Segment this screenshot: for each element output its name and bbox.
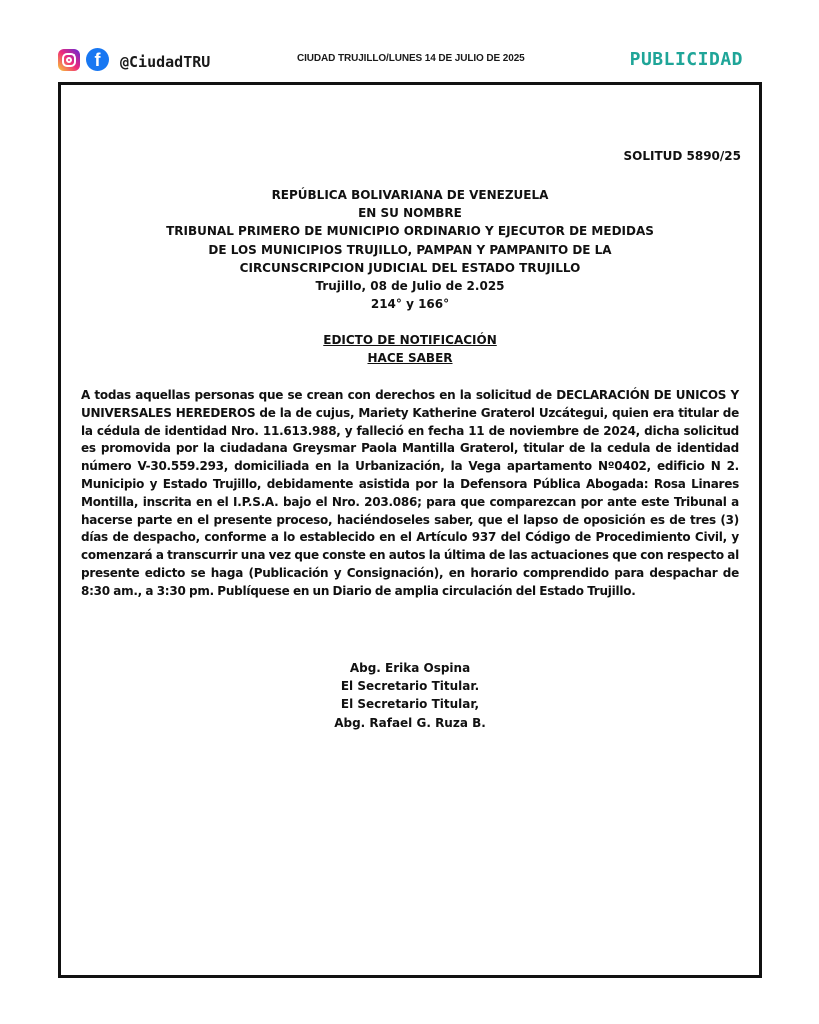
- heading-line: REPÚBLICA BOLIVARIANA DE VENEZUELA: [271, 188, 549, 202]
- heading-line: CIRCUNSCRIPCION JUDICIAL DEL ESTADO TRUJILLO: [239, 260, 581, 275]
- edition-date: CIUDAD TRUJILLO/LUNES 14 DE JULIO DE 2025: [297, 53, 525, 64]
- heading-line: DE LOS MUNICIPIOS TRUJILLO, PAMPAN Y PAMPANITO DE LA: [208, 242, 612, 257]
- heading-line: TRIBUNAL PRIMERO DE MUNICIPIO ORDINARIO Y EJECUTOR DE MEDIDAS: [166, 224, 654, 239]
- edict-subtitle: HACE SABER: [367, 351, 453, 365]
- signature-block: [61, 659, 759, 732]
- signature-line: Abg. Rafael G. Ruza B.: [334, 715, 486, 730]
- edict-title: EDICTO DE NOTIFICACIÓN: [323, 333, 497, 347]
- notice-body: A todas aquellas personas que se crean con derechos en la solicitud de DECLARACIÓN DE UNICOS Y UNIVERSALES HEREDEROS de la de cujus, Mariety Katherine Graterol Uzcátegui, quien era titular de la cédula de identidad Nro. 11.613.988, y falleció en fecha 11 de noviembre de 2024, dicha solicitud es promovida por la ciudadana Greysmar Paola Mantilla Graterol, titular de la cedula de identidad número V-30.559.293, domiciliada en la Urbanización, la Vega apartamento Nº0402, edificio N 2. Municipio y Estado Trujillo, debidamente asistida por la Defensora Pública Abogada: Rosa Linares Montilla, inscrita en el I.P.S.A. bajo el Nro. 203.086; para que comparezcan por ante este Tribunal a hacerse parte en el presente proceso, haciéndoseles saber, que el lapso de oposición es de tres (3) días de despacho, conforme a lo establecido en el Artículo 937 del Código de Procedimiento Civil, y comenzará a transcurrir una vez que conste en autos la última de las actuaciones que con respecto al presente edicto se haga (Publicación y Consignación), en horario comprendido para despachar de 8:30 am., a 3:30 pm. Publíquese en un Diario de amplia circulación del Estado Trujillo.: [81, 388, 739, 598]
- legal-notice: [58, 82, 762, 978]
- social-handle[interactable]: @CiudadTRU: [120, 52, 211, 71]
- facebook-icon[interactable]: f: [86, 48, 109, 71]
- signature-line: Abg. Erika Ospina: [349, 661, 471, 675]
- social-links: [58, 48, 210, 71]
- section-label: PUBLICIDAD: [629, 49, 743, 70]
- edict-title-block: [61, 331, 759, 367]
- heading-line: EN SU NOMBRE: [358, 206, 462, 221]
- reference-number: SOLITUD 5890/25: [623, 149, 741, 163]
- instagram-icon[interactable]: [58, 49, 80, 71]
- heading-line: 214° y 166°: [370, 297, 450, 312]
- heading-line: Trujillo, 08 de Julio de 2.025: [315, 279, 505, 294]
- signature-line: El Secretario Titular.: [340, 679, 480, 694]
- court-heading: [61, 186, 759, 313]
- signature-line: El Secretario Titular,: [340, 697, 480, 712]
- page-header: [0, 44, 819, 76]
